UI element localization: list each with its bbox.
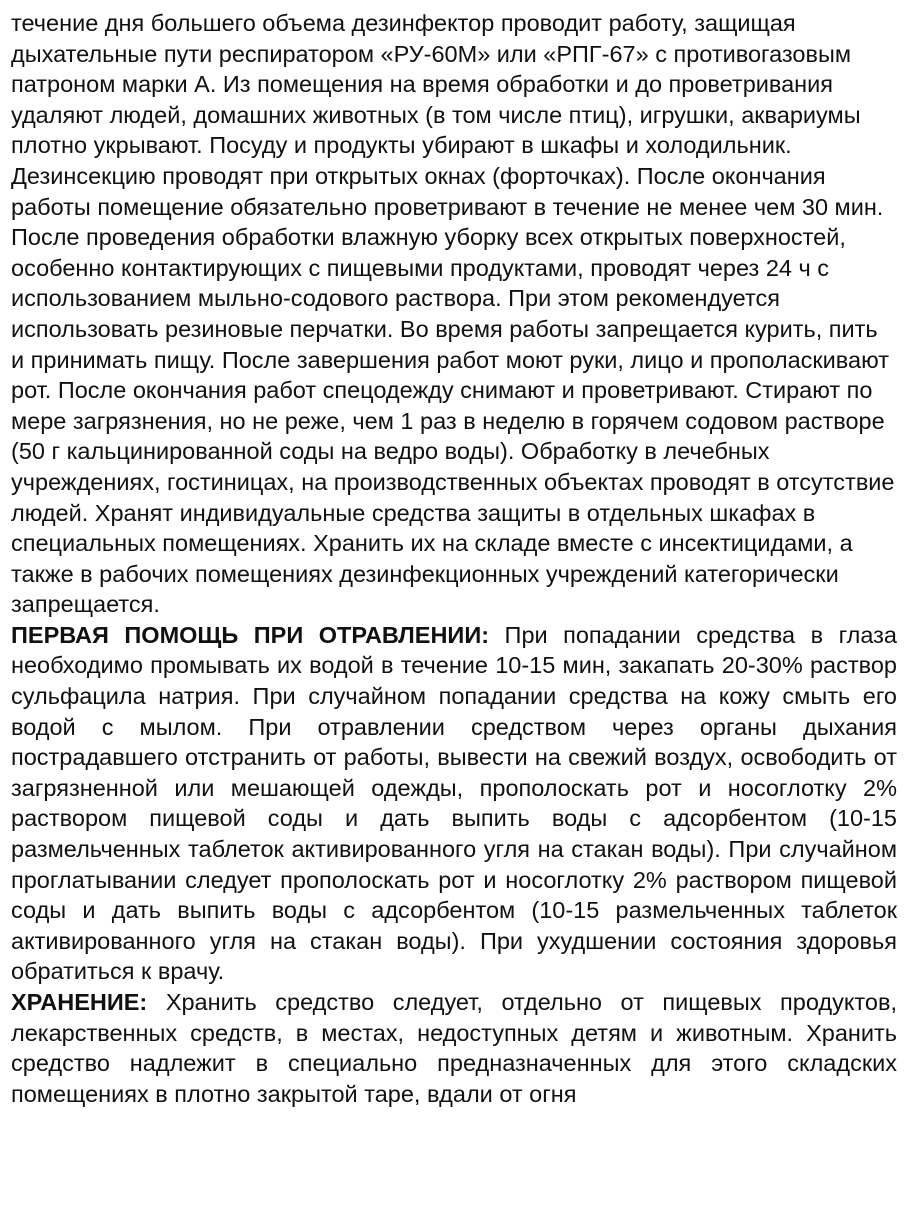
paragraph-storage xyxy=(11,987,897,1109)
storage-text: Хранить средство следует, отдельно от пищевых продуктов, лекарственных средств, в местах, недоступных детям и животным. Хранить средство надлежит в специально предназначенных для этого складских помещениях в плотно закрытой таре, вдали от огня xyxy=(11,989,897,1107)
first-aid-text: При попадании средства в глаза необходимо промывать их водой в течение 10-15 мин, закапать 20-30% раствор сульфацила натрия. При случайном попадании средства на кожу смыть его водой с мылом. При отравлении средством через органы дыхания пострадавшего отстранить от работы, вывести на свежий воздух, освободить от загрязненной или мешающей одежды, прополоскать рот и носоглотку 2% раствором пищевой соды и дать выпить воды с адсорбентом (10-15 размельченных таблеток активированного угля на стакан воды). При случайном проглатывании следует прополоскать рот и носоглотку 2% раствором пищевой соды и дать выпить воды с адсорбентом (10-15 размельченных таблеток активированного угля на стакан воды). При ухудшении состояния здоровья обратиться к врачу. xyxy=(11,621,897,985)
paragraph-first-aid xyxy=(11,620,897,987)
storage-heading: ХРАНЕНИЕ: xyxy=(11,989,148,1015)
paragraph-safety-measures: течение дня большего объема дезинфектор проводит работу, защищая дыхательные пути респиратором «РУ-60М» или «РПГ-67» с противогазовым патроном марки А. Из помещения на время обработки и до проветривания удаляют людей, домашних животных (в том числе птиц), игрушки, аквариумы плотно укрывают. Посуду и продукты убирают в шкафы и холодильник. Дезинсекцию проводят при открытых окнах (форточках). После окончания работы помещение обязательно проветривают в течение не менее чем 30 мин. После проведения обработки влажную уборку всех открытых поверхностей, особенно контактирующих с пищевыми продуктами, проводят через 24 ч с использованием мыльно-содового раствора. При этом рекомендуется использовать резиновые перчатки. Во время работы запрещается курить, пить и принимать пищу. После завершения работ моют руки, лицо и прополаскивают рот. После окончания работ спецодежду снимают и проветривают. Стирают по мере загрязнения, но не реже, чем 1 раз в неделю в горячем содовом растворе (50 г кальцинированной соды на ведро воды). Обработку в лечебных учреждениях, гостиницах, на производственных объектах проводят в отсутствие людей. Хранят индивидуальные средства защиты в отдельных шкафах в специальных помещениях. Хранить их на складе вместе с инсектицидами, а также в рабочих помещениях дезинфекционных учреждений категорически запрещается. xyxy=(11,10,895,618)
document-page xyxy=(11,8,897,1109)
first-aid-heading: ПЕРВАЯ ПОМОЩЬ ПРИ ОТРАВЛЕНИИ: xyxy=(11,621,490,648)
